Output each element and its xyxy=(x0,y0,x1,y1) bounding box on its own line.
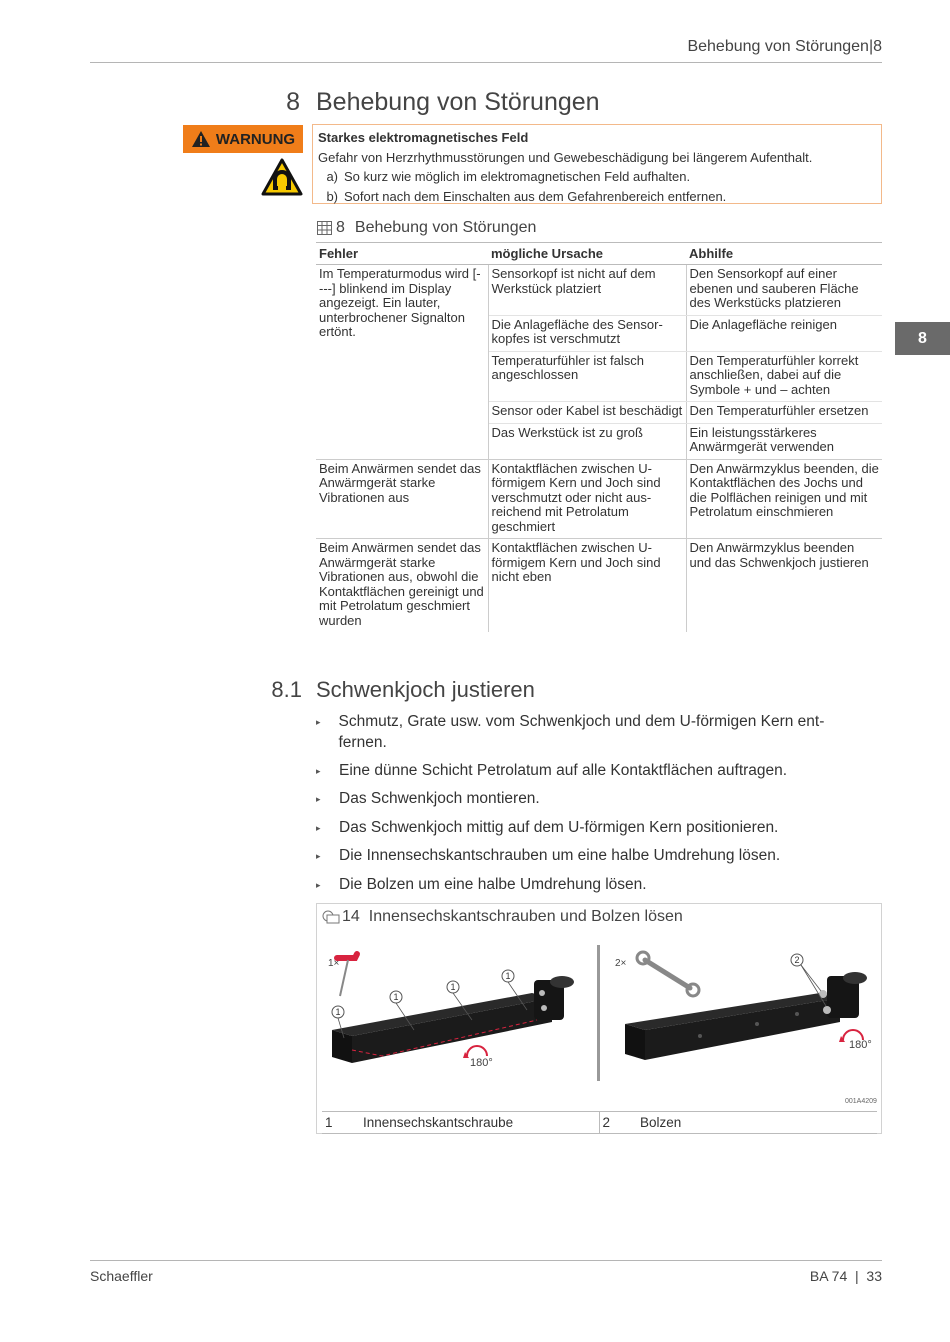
ursache-cell: Temperaturfühler ist falsch angeschlossen xyxy=(488,351,686,402)
footer-doc-page: BA 74 | 33 xyxy=(809,1268,882,1284)
footer-company: Schaeffler xyxy=(90,1268,153,1284)
abhilfe-cell: Die Anlagefläche reinigen xyxy=(686,315,882,351)
abhilfe-cell: Den Sensorkopf auf einer ebenen und sauberen Fläche des Werkstücks platzieren xyxy=(686,265,882,316)
figure-caption-title: Innensechskantschrauben und Bolzen lösen xyxy=(368,908,683,925)
table-row xyxy=(316,459,882,539)
bullet-icon: ▸ xyxy=(316,717,321,727)
bullet-icon: ▸ xyxy=(316,851,321,861)
column-header-ursache: mögliche Ursache xyxy=(488,243,686,265)
abhilfe-cell: Den Temperaturfühler korrekt anschließen, dabei auf die Symbole + und – achten xyxy=(686,351,882,402)
warning-badge xyxy=(183,125,303,153)
table-caption-number: 8 xyxy=(336,219,345,236)
list-item xyxy=(316,711,856,753)
rotation-label-right: 180° xyxy=(849,1039,872,1051)
step-list xyxy=(316,711,856,902)
magnetic-field-icon xyxy=(261,158,303,196)
warning-item-marker: a) xyxy=(326,169,338,184)
bullet-icon: ▸ xyxy=(316,794,321,804)
callout-1: 1 xyxy=(505,971,511,981)
warning-item-text: Sofort nach dem Einschalten aus dem Gefahrenbereich entfernen. xyxy=(344,188,727,204)
ursache-cell: Sensor oder Kabel ist beschädigt xyxy=(488,402,686,424)
warning-item-marker: b) xyxy=(326,188,338,204)
abhilfe-cell: Den Temperaturfühler ersetzen xyxy=(686,402,882,424)
legend-text: Bolzen xyxy=(637,1112,877,1134)
warning-item-text: So kurz wie möglich im elektromagnetischen Feld aufhalten. xyxy=(344,169,691,184)
fehler-cell: Beim Anwärmen sendet das Anwärmgerät starke Vibrationen aus, obwohl die Kontaktflächen gereinigt und mit Petrolatum geschmiert wurden xyxy=(316,539,488,633)
section-number: 8.1 xyxy=(271,677,302,702)
yoke-bolt-illustration xyxy=(605,938,877,1083)
tool-quantity-left: 1× xyxy=(328,958,340,969)
step-text: Schmutz, Grate usw. vom Schwenkjoch und dem U-förmigen Kern entfernen. xyxy=(338,713,825,751)
figure-code: 001A4209 xyxy=(845,1098,877,1105)
abhilfe-cell: Ein leistungsstärkeres Anwärmgerät verwenden xyxy=(686,423,882,459)
callout-1: 1 xyxy=(450,982,456,992)
warning-title: Starkes elektromagnetisches Feld xyxy=(318,130,529,145)
list-item xyxy=(316,788,856,810)
bullet-icon: ▸ xyxy=(316,765,321,776)
figure-divider xyxy=(597,945,600,1081)
abhilfe-cell: Den Anwärmzyklus beenden und das Schwenkjoch justieren xyxy=(689,540,869,570)
rotation-arrow-icon xyxy=(467,1046,487,1056)
table-caption xyxy=(317,219,536,237)
list-item xyxy=(316,817,856,839)
step-text: Die Bolzen um eine halbe Umdrehung lösen. xyxy=(339,875,647,893)
ursache-cell: Kontaktflächen zwischen U-förmigem Kern und Joch sind nicht eben xyxy=(488,539,686,633)
step-text: Eine dünne Schicht Petrolatum auf alle Kontaktflächen auftragen. xyxy=(339,761,788,779)
figure-caption xyxy=(322,908,683,926)
running-header: Behebung von Störungen|8 xyxy=(687,38,882,55)
warning-box xyxy=(312,124,882,204)
column-header-abhilfe: Abhilfe xyxy=(686,243,882,265)
bullet-icon: ▸ xyxy=(316,822,321,833)
legend-text: Innensechskantschraube xyxy=(360,1112,599,1134)
hex-key-icon xyxy=(337,954,357,996)
ursache-cell: Kontaktflächen zwischen U-förmigem Kern und Joch sind verschmutzt oder nicht ausreichend mit Petrolatum geschmiert xyxy=(488,459,686,539)
ursache-cell: Die Anlagefläche des Sensorkopfes ist verschmutzt xyxy=(488,315,686,351)
legend-row xyxy=(322,1112,877,1134)
tool-quantity-right: 2× xyxy=(615,958,627,969)
table-header-row xyxy=(316,243,882,265)
step-text: Das Schwenkjoch montieren. xyxy=(339,790,540,807)
abhilfe-cell: Den Anwärmzyklus beenden, die Kontaktflächen des Jochs und die Polflächen reinigen und mit Petrolatum einschmieren xyxy=(686,459,882,539)
wrench-icon xyxy=(637,952,699,996)
figure-caption-number: 14 xyxy=(342,908,360,925)
step-text: Die Innensechskantschrauben um eine halbe Umdrehung lösen. xyxy=(339,847,781,864)
ursache-cell: Das Werkstück ist zu groß xyxy=(488,423,686,459)
ursache-cell: Sensorkopf ist nicht auf dem Werkstück platziert xyxy=(488,265,686,316)
legend-number: 1 xyxy=(322,1112,360,1134)
table-row xyxy=(316,265,882,316)
chapter-number: 8 xyxy=(286,88,300,116)
table-icon xyxy=(317,221,332,235)
warning-triangle-icon xyxy=(191,130,211,148)
rotation-label-left: 180° xyxy=(470,1057,493,1069)
column-header-fehler: Fehler xyxy=(316,243,488,265)
fehler-cell: Im Temperaturmodus wird [----] blinkend im Display angezeigt. Ein lauter, unterbrochener Signalton ertönt. xyxy=(316,265,488,460)
bullet-icon: ▸ xyxy=(316,879,321,890)
legend-number: 2 xyxy=(599,1112,637,1134)
section-title: Schwenkjoch justieren xyxy=(316,677,535,702)
warning-item xyxy=(318,167,876,187)
callout-2: 2 xyxy=(794,955,800,965)
list-item xyxy=(316,760,856,782)
figure-legend xyxy=(322,1111,877,1134)
warning-label: WARNUNG xyxy=(215,130,296,148)
callouts-right xyxy=(791,954,803,966)
callout-1: 1 xyxy=(335,1007,341,1017)
list-item xyxy=(316,845,856,867)
table-caption-title: Behebung von Störungen xyxy=(354,219,537,236)
figure-icon xyxy=(322,910,340,924)
troubleshooting-table xyxy=(316,242,882,632)
list-item xyxy=(316,874,856,896)
warning-item xyxy=(318,187,876,207)
step-text: Das Schwenkjoch mittig auf dem U-förmigen Kern positionieren. xyxy=(339,818,779,836)
chapter-side-tab: 8 xyxy=(895,322,950,355)
fehler-cell: Beim Anwärmen sendet das Anwärmgerät starke Vibrationen aus xyxy=(316,459,488,539)
yoke-hex-screw-illustration xyxy=(322,938,592,1083)
chapter-title: Behebung von Störungen xyxy=(316,88,600,116)
table-row xyxy=(316,539,882,633)
footer-rule xyxy=(90,1260,882,1261)
header-rule xyxy=(90,62,882,63)
warning-text: Gefahr von Herzrhythmusstörungen und Gewebeschädigung bei längerem Aufenthalt. xyxy=(318,149,813,165)
callout-1: 1 xyxy=(393,992,399,1002)
